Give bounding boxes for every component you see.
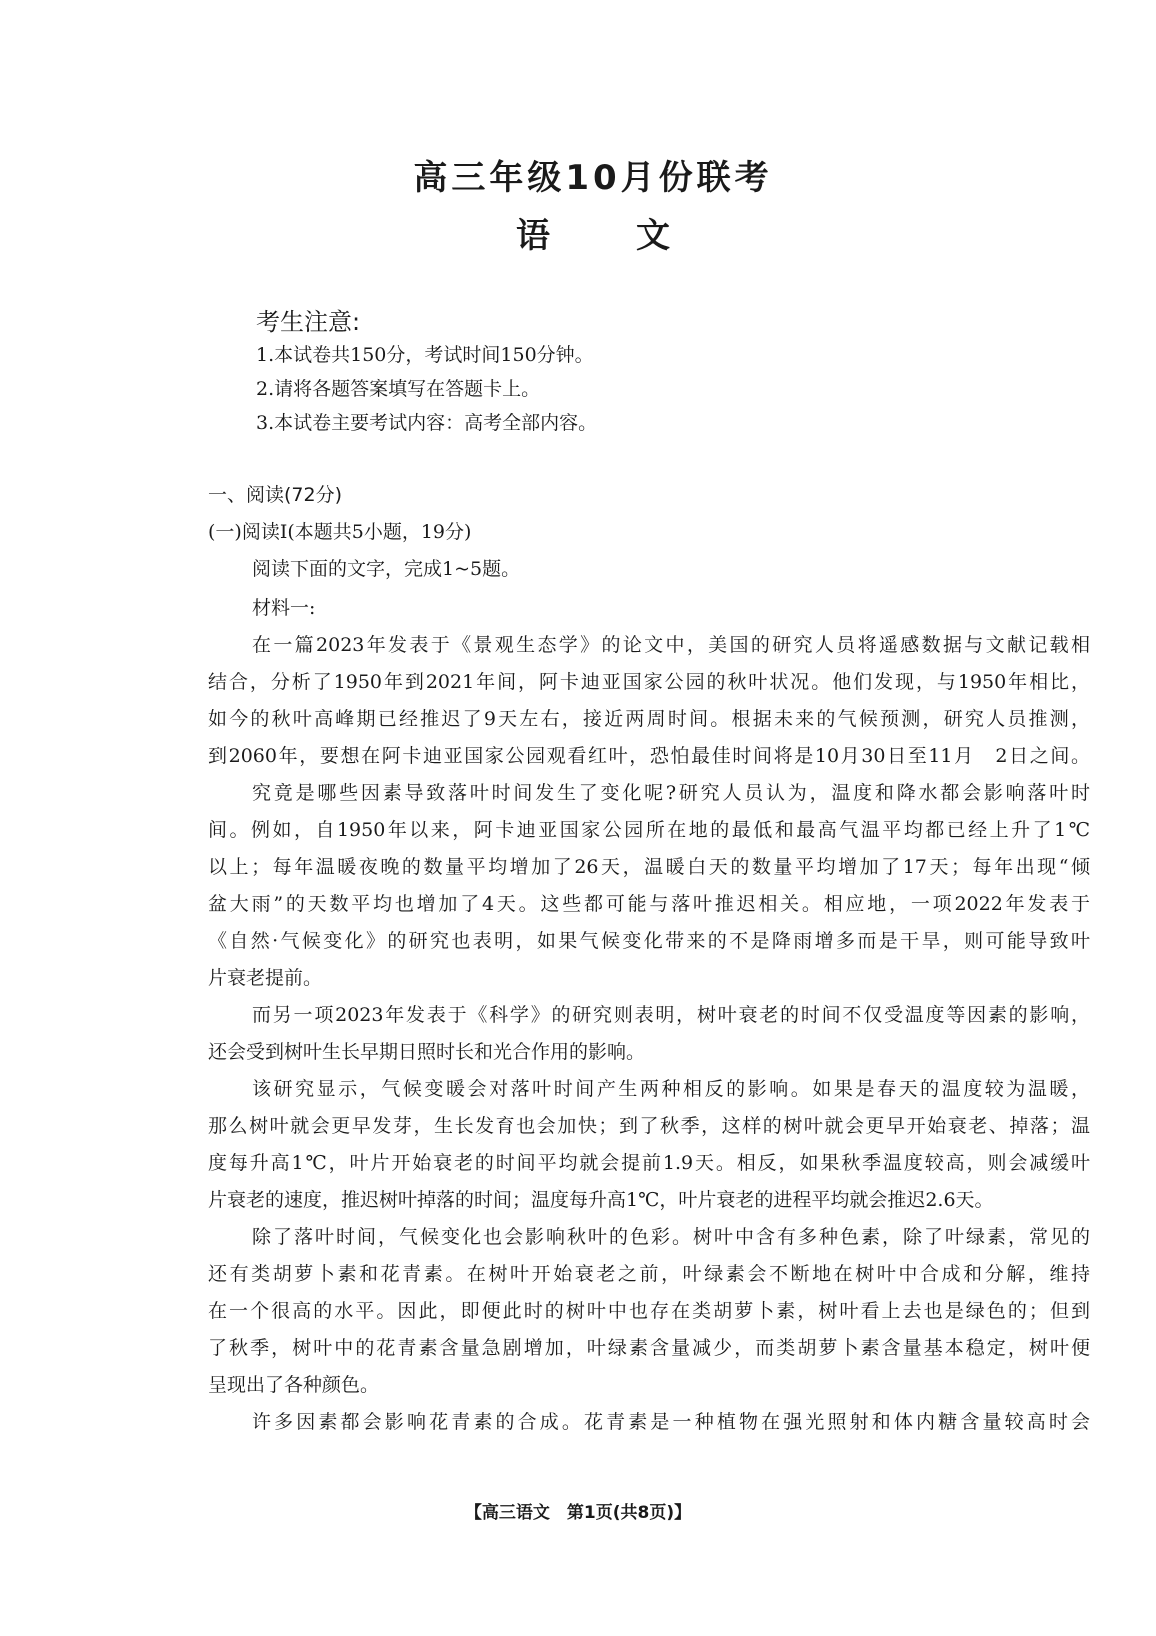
passage-line: 而另一项2023年发表于《科学》的研究则表明，树叶衰老的时间不仅受温度等因素的影响，	[252, 1004, 1090, 1026]
passage-line: 在一个很高的水平。因此，即便此时的树叶中也存在类胡萝卜素，树叶看上去也是绿色的；但到	[208, 1300, 1090, 1322]
material-label: 材料一:	[252, 597, 316, 619]
passage-line: 以上；每年温暖夜晚的数量平均增加了26天，温暖白天的数量平均增加了17天；每年出现“倾	[208, 856, 1090, 878]
passage-line: 片衰老的速度，推迟树叶掉落的时间；温度每升高1℃，叶片衰老的进程平均就会推迟2.6天。	[208, 1189, 994, 1211]
passage-line: 盆大雨”的天数平均也增加了4天。这些都可能与落叶推迟相关。相应地，一项2022年发表于	[208, 893, 1090, 915]
passage-line: 还会受到树叶生长早期日照时长和光合作用的影响。	[208, 1041, 646, 1063]
reading-instruction: 阅读下面的文字，完成1~5题。	[252, 558, 521, 580]
passage-line: 间。例如，自1950年以来，阿卡迪亚国家公园所在地的最低和最高气温平均都已经上升了1℃	[208, 819, 1090, 841]
passage-line: 究竟是哪些因素导致落叶时间发生了变化呢?研究人员认为，温度和降水都会影响落叶时	[252, 782, 1090, 804]
notice-item: 2.请将各题答案填写在答题卡上。	[256, 378, 541, 400]
notice-item: 1.本试卷共150分，考试时间150分钟。	[256, 344, 594, 366]
notice-item: 3.本试卷主要考试内容：高考全部内容。	[256, 412, 598, 434]
subsection-heading: (一)阅读Ⅰ(本题共5小题，19分)	[208, 521, 472, 543]
passage-line: 到2060年，要想在阿卡迪亚国家公园观看红叶，恐怕最佳时间将是10月30日至11月 2日之间。	[208, 745, 1090, 767]
passage-line: 《自然·气候变化》的研究也表明，如果气候变化带来的不是降雨增多而是干旱，则可能导致叶	[208, 930, 1090, 952]
passage-line: 那么树叶就会更早发芽，生长发育也会加快；到了秋季，这样的树叶就会更早开始衰老、掉落；温	[208, 1115, 1090, 1137]
passage-line: 结合，分析了1950年到2021年间，阿卡迪亚国家公园的秋叶状况。他们发现，与1950年相比，	[208, 671, 1090, 693]
exam-title: 高三年级10月份联考	[413, 158, 773, 198]
passage-line: 呈现出了各种颜色。	[208, 1374, 380, 1396]
passage-line: 度每升高1℃，叶片开始衰老的时间平均就会提前1.9天。相反，如果秋季温度较高，则会减缓叶	[208, 1152, 1090, 1174]
subject-title: 语文	[516, 216, 756, 256]
passage-line: 片衰老提前。	[208, 967, 323, 989]
passage-line: 许多因素都会影响花青素的合成。花青素是一种植物在强光照射和体内糖含量较高时会	[252, 1411, 1090, 1433]
passage-line: 在一篇2023年发表于《景观生态学》的论文中，美国的研究人员将遥感数据与文献记载相	[252, 634, 1090, 656]
passage-line: 还有类胡萝卜素和花青素。在树叶开始衰老之前，叶绿素会不断地在树叶中合成和分解，维持	[208, 1263, 1090, 1285]
passage-line: 如今的秋叶高峰期已经推迟了9天左右，接近两周时间。根据未来的气候预测，研究人员推测，	[208, 708, 1090, 730]
notice-heading: 考生注意:	[256, 308, 361, 336]
passage-line: 该研究显示，气候变暖会对落叶时间产生两种相反的影响。如果是春天的温度较为温暖，	[252, 1078, 1090, 1100]
passage-line: 了秋季，树叶中的花青素含量急剧增加，叶绿素含量减少，而类胡萝卜素含量基本稳定，树叶便	[208, 1337, 1090, 1359]
passage-line: 除了落叶时间，气候变化也会影响秋叶的色彩。树叶中含有多种色素，除了叶绿素，常见的	[252, 1226, 1090, 1248]
page-footer: 【高三语文 第1页(共8页)】	[464, 1503, 692, 1523]
section-heading: 一、阅读(72分)	[208, 484, 343, 506]
